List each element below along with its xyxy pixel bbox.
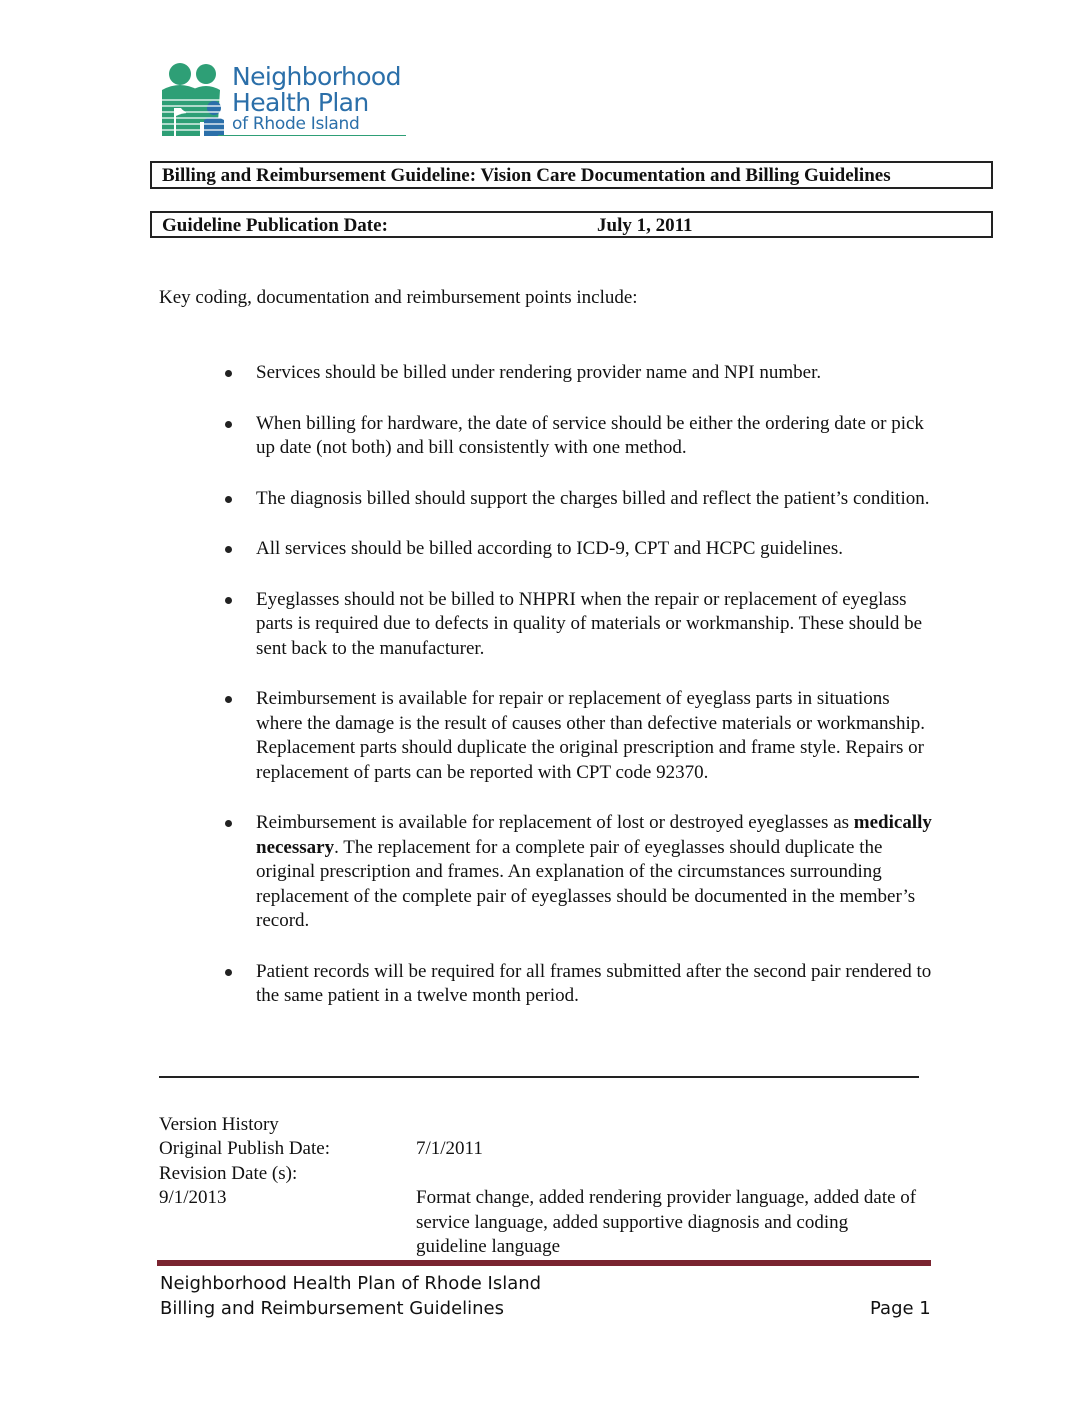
bullet-text-part: When billing for hardware, the date of service should be either the ordering date or pick up date (not both) and bill consistently with one method. xyxy=(256,412,924,458)
logo-underline xyxy=(218,135,406,136)
bullet-emphasis: medically necessary xyxy=(256,812,932,858)
guideline-bullet-list xyxy=(223,361,938,1035)
page-number: Page 1 xyxy=(870,1298,931,1319)
logo xyxy=(158,60,408,138)
publication-date-box xyxy=(150,211,993,238)
publication-date-label: Guideline Publication Date: xyxy=(162,215,388,236)
guideline-title-box xyxy=(150,161,993,189)
logo-text-line2: Health Plan xyxy=(232,88,369,117)
bullet-dot-icon xyxy=(225,969,232,976)
bullet-dot-icon xyxy=(225,421,232,428)
footer-organization: Neighborhood Health Plan of Rhode Island xyxy=(160,1273,542,1294)
publication-date-value: July 1, 2011 xyxy=(597,215,693,236)
guideline-title: Billing and Reimbursement Guideline: Vision Care Documentation and Billing Guidelines xyxy=(162,165,891,186)
bullet-text-part: Patient records will be required for all frames submitted after the second pair rendered to the same patient in a twelve month period. xyxy=(256,960,932,1006)
bullet-text-part: Reimbursement is available for replacement of lost or destroyed eyeglasses as xyxy=(256,812,854,833)
revision-date: 9/1/2013 xyxy=(159,1187,227,1208)
bullet-item xyxy=(223,811,938,934)
original-publish-date: 7/1/2011 xyxy=(416,1138,483,1159)
bullet-item xyxy=(223,588,938,662)
footer-document-name: Billing and Reimbursement Guidelines xyxy=(160,1298,505,1319)
bullet-text-part: Reimbursement is available for repair or replacement of eyeglass parts in situations where the damage is the result of causes other than defective materials or workmanship. Replacement parts should duplicate the original prescription and frame style. Repairs or replacement of parts can be reported with CPT code 92370. xyxy=(256,688,925,783)
bullet-text xyxy=(256,588,938,662)
bullet-item xyxy=(223,960,938,1009)
bullet-text xyxy=(256,361,938,386)
bullet-dot-icon xyxy=(225,370,232,377)
bullet-text-part: Services should be billed under rendering provider name and NPI number. xyxy=(256,362,822,383)
family-figures-icon xyxy=(158,60,236,138)
logo-text-line1: Neighborhood xyxy=(232,62,401,91)
section-divider xyxy=(159,1076,919,1078)
bullet-text-part: All services should be billed according to ICD-9, CPT and HCPC guidelines. xyxy=(256,538,843,559)
bullet-dot-icon xyxy=(225,820,232,827)
revision-description: Format change, added rendering provider language, added date of service language, added supportive diagnosis and coding guideline language xyxy=(416,1187,917,1257)
bullet-item xyxy=(223,537,938,562)
bullet-item xyxy=(223,361,938,386)
bullet-text xyxy=(256,537,938,562)
bullet-item xyxy=(223,487,938,512)
original-publish-label: Original Publish Date: xyxy=(159,1138,330,1159)
bullet-item xyxy=(223,412,938,461)
version-history-title: Version History xyxy=(159,1114,279,1135)
bullet-dot-icon xyxy=(225,696,232,703)
footer-divider xyxy=(157,1260,931,1266)
bullet-text-part: Eyeglasses should not be billed to NHPRI when the repair or replacement of eyeglass parts is required due to defects in quality of materials or workmanship. These should be sent back to the manufacturer. xyxy=(256,588,923,659)
bullet-dot-icon xyxy=(225,597,232,604)
bullet-text-part: . The replacement for a complete pair of eyeglasses should duplicate the original prescription and frames. An explanation of the circumstances surrounding replacement of the complete pair of eyeglasses should be documented in the member’s record. xyxy=(256,836,916,931)
bullet-item xyxy=(223,687,938,785)
bullet-text-part: The diagnosis billed should support the charges billed and reflect the patient’s condition. xyxy=(256,487,930,509)
bullet-text xyxy=(256,960,938,1009)
intro-text: Key coding, documentation and reimbursement points include: xyxy=(159,287,638,308)
bullet-dot-icon xyxy=(225,496,232,503)
bullet-text xyxy=(256,412,938,461)
revision-date-label: Revision Date (s): xyxy=(159,1163,298,1184)
bullet-dot-icon xyxy=(225,546,232,553)
bullet-text xyxy=(256,487,938,512)
bullet-text xyxy=(256,687,938,785)
bullet-text xyxy=(256,811,938,934)
logo-text-line3: of Rhode Island xyxy=(232,114,360,134)
